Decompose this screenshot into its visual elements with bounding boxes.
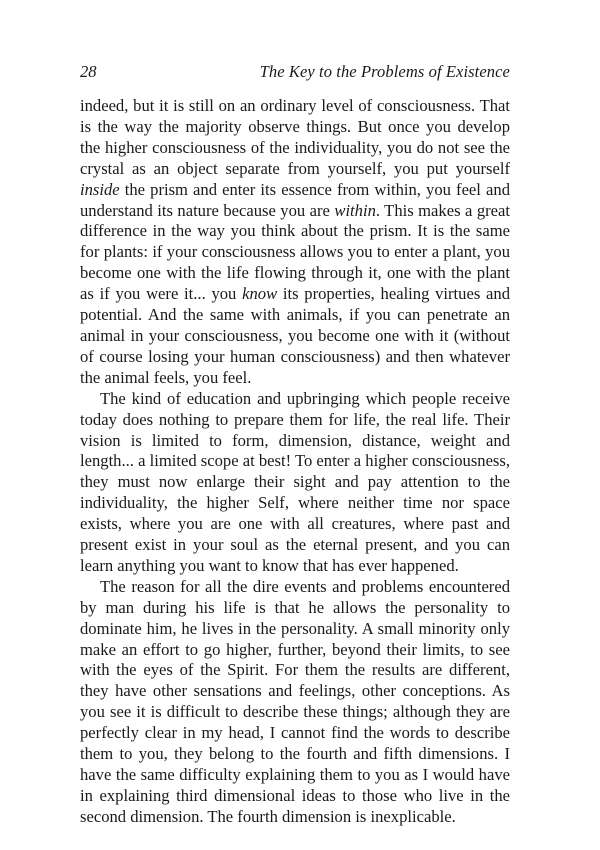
- body-text: [80, 96, 510, 828]
- page-header: [80, 62, 510, 86]
- text-run: indeed, but it is still on an ordinary level of consciousness. That is the way the majority observe things. But once you develop the higher consciousness of the individuality, you do not see the crystal as an object separate from yourself, you put yourself: [80, 96, 510, 178]
- paragraph: [80, 577, 510, 828]
- book-page: [80, 62, 510, 828]
- paragraph: [80, 389, 510, 577]
- text-run: its properties, healing virtues and potential. And the same with animals, if you can penetrate an animal in your consciousness, you become one with it (without of course losing your human consciousness) and then whatever the animal feels, you feel.: [80, 284, 510, 387]
- text-run: The kind of education and upbringing which people receive today does nothing to prepare them for life, the real life. Their vision is limited to form, dimension, distance, weight and length... a limited scope at best! To enter a higher consciousness, they must now enlarge their sight and pay attention to the individuality, the higher Self, where neither time nor space exists, where you are one with all creatures, where past and present exist in your soul as the eternal present, and you can learn anything you want to know that has ever happened.: [80, 388, 510, 575]
- paragraph: [80, 96, 510, 389]
- italic-run: know: [242, 284, 278, 304]
- italic-run: within: [334, 200, 376, 220]
- italic-run: inside: [80, 179, 120, 199]
- text-run: the prism and enter its essence from within, you feel and understand its nature because you are: [80, 179, 510, 220]
- running-title: The Key to the Problems of Existence: [259, 62, 510, 81]
- text-run: . This makes a great difference in the way you think about the prism. It is the same for plants: if your consciousness allows you to enter a plant, you become one with the life flowing through it, one with the plant as if you were it... you: [80, 200, 510, 304]
- text-run: The reason for all the dire events and problems encountered by man during his life is that he allows the personality to dominate him, he lives in the personality. A small minority only make an effort to go higher, further, beyond their limits, to see with the eyes of the Spirit. For them the results are different, they have other sensations and feelings, other conceptions. As you see it is difficult to describe these things; although they are perfectly clear in my head, I cannot find the words to describe them to you, they belong to the fourth and fifth dimensions. I have the same difficulty explaining them to you as I would have in explaining third dimensional ideas to those who live in the second dimension. The fourth dimension is inexplicable.: [80, 576, 510, 826]
- page-number: 28: [80, 62, 97, 81]
